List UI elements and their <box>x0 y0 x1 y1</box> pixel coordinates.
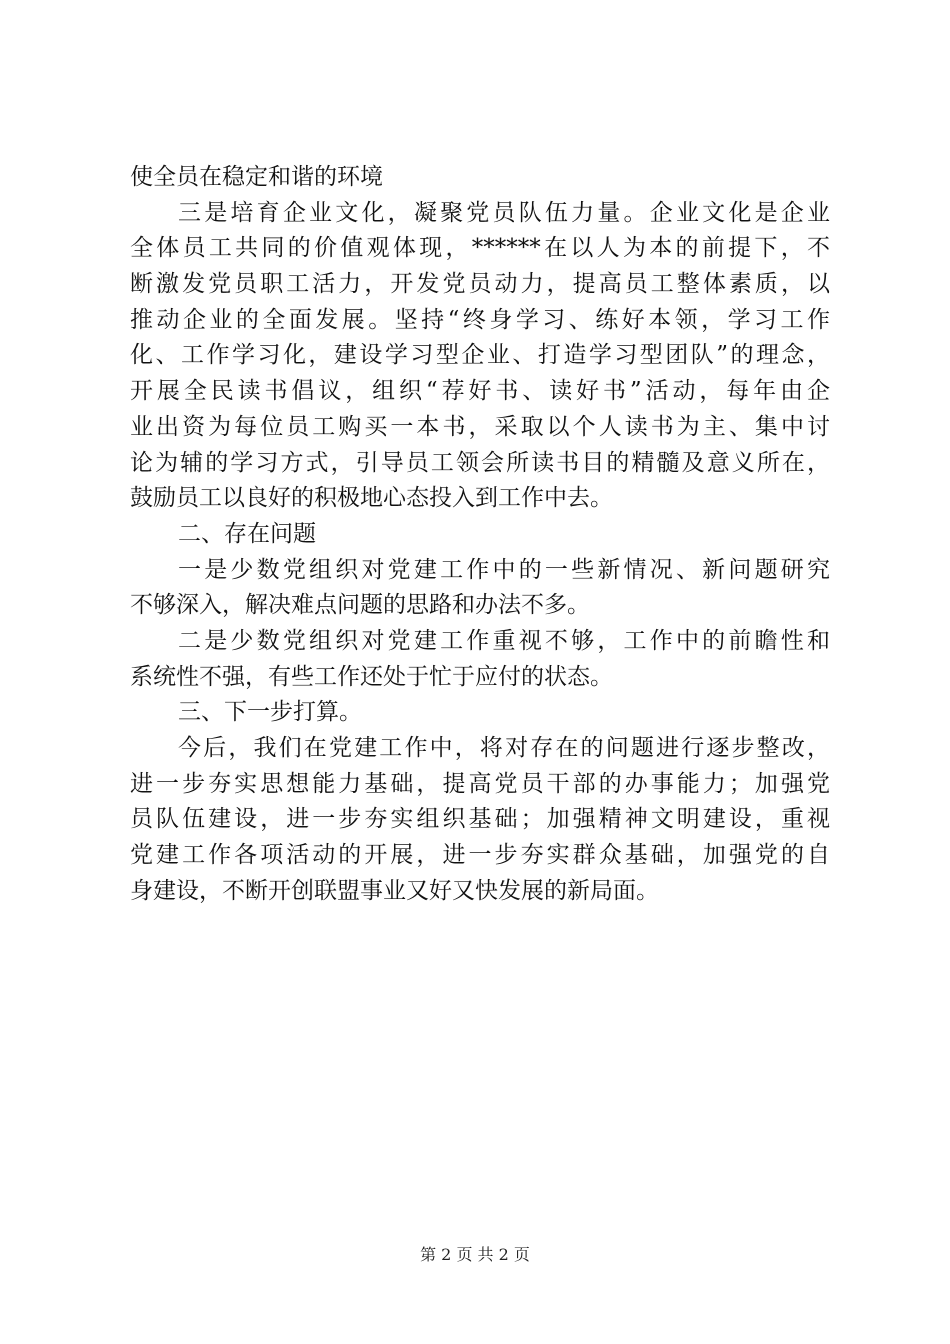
paragraph-line: 鼓励员工以良好的积极地心态投入到工作中去。 <box>130 485 613 512</box>
paragraph-line: 系统性不强，有些工作还处于忙于应付的状态。 <box>130 663 613 690</box>
paragraph-line: 三是培育企业文化，凝聚党员队伍力量。企业文化是企业 <box>178 199 830 226</box>
paragraph-line: 身建设，不断开创联盟事业又好又快发展的新局面。 <box>130 877 659 904</box>
paragraph-line: 全体员工共同的价值观体现，******在以人为本的前提下，不 <box>130 235 830 262</box>
paragraph-line: 论为辅的学习方式，引导员工领会所读书目的精髓及意义所在， <box>130 449 830 476</box>
paragraph-line: 进一步夯实思想能力基础，提高党员干部的办事能力；加强党 <box>130 770 830 797</box>
paragraph-line: 使全员在稳定和谐的环境 <box>130 164 383 190</box>
paragraph-line: 党建工作各项活动的开展，进一步夯实群众基础，加强党的自 <box>130 842 830 869</box>
paragraph-line: 开展全民读书倡议，组织“荐好书、读好书”活动，每年由企 <box>130 378 830 405</box>
paragraph-line: 员队伍建设，进一步夯实组织基础；加强精神文明建设，重视 <box>130 806 830 833</box>
paragraph-line: 不够深入，解决难点问题的思路和办法不多。 <box>130 592 590 619</box>
section-heading: 二、存在问题 <box>178 520 316 547</box>
paragraph-line: 一是少数党组织对党建工作中的一些新情况、新问题研究 <box>178 556 830 583</box>
section-heading: 三、下一步打算。 <box>178 699 362 726</box>
paragraph-line: 今后，我们在党建工作中，将对存在的问题进行逐步整改， <box>178 735 830 761</box>
paragraph-line: 化、工作学习化，建设学习型企业、打造学习型团队”的理念， <box>130 342 830 369</box>
paragraph-line: 推动企业的全面发展。坚持“终身学习、练好本领，学习工作 <box>130 306 830 333</box>
page-number-footer: 第 2 页 共 2 页 <box>420 1245 530 1264</box>
paragraph-line: 断激发党员职工活力，开发党员动力，提高员工整体素质，以 <box>130 271 830 298</box>
paragraph-line: 业出资为每位员工购买一本书，采取以个人读书为主、集中讨 <box>130 413 830 440</box>
paragraph-line: 二是少数党组织对党建工作重视不够，工作中的前瞻性和 <box>178 627 830 654</box>
document-body <box>130 160 830 909</box>
